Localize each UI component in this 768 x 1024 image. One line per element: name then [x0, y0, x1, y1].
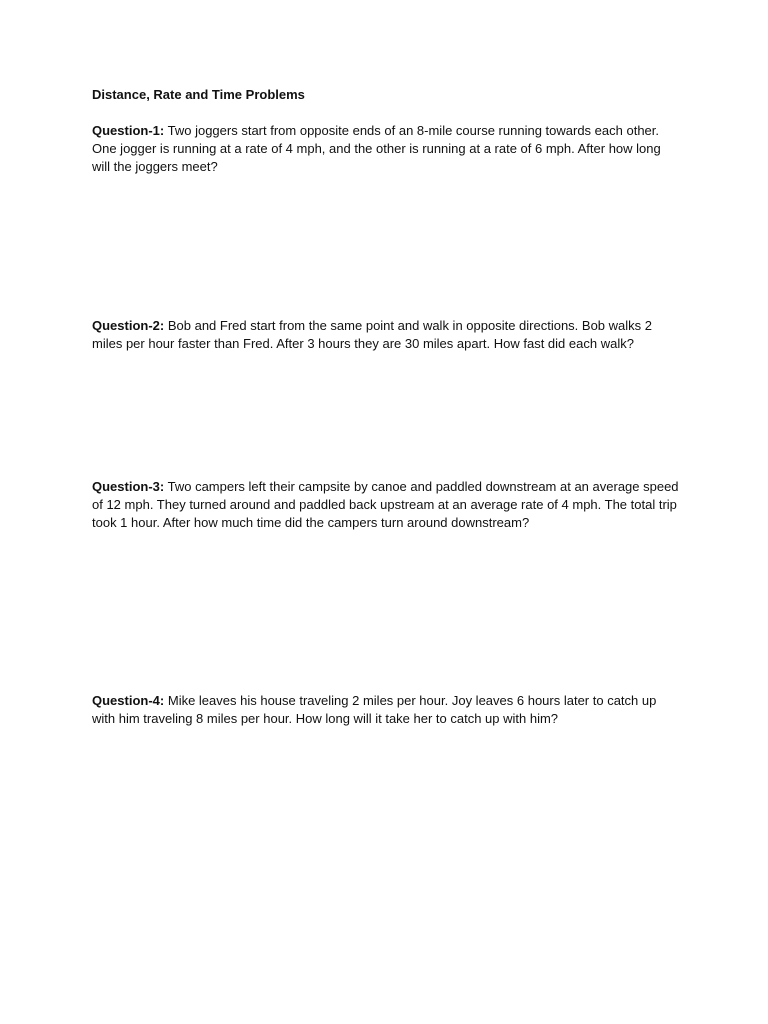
document-title: Distance, Rate and Time Problems — [92, 87, 305, 102]
question-2 — [92, 317, 682, 353]
question-1-text: Two joggers start from opposite ends of an 8-mile course running towards each other. One jogger is running at a rate of 4 mph, and the other is running at a rate of 6 mph. After how long will the joggers meet? — [92, 123, 661, 174]
question-2-label: Question-2: — [92, 318, 165, 333]
question-4-text: Mike leaves his house traveling 2 miles per hour. Joy leaves 6 hours later to catch up with him traveling 8 miles per hour. How long will it take her to catch up with him? — [92, 693, 657, 726]
question-1 — [92, 122, 682, 176]
question-4-label: Question-4: — [92, 693, 165, 708]
question-3-text: Two campers left their campsite by canoe and paddled downstream at an average speed of 12 mph. They turned around and paddled back upstream at an average rate of 4 mph. The total trip took 1 hour. After how much time did the campers turn around downstream? — [92, 479, 679, 530]
question-2-text: Bob and Fred start from the same point and walk in opposite directions. Bob walks 2 miles per hour faster than Fred. After 3 hours they are 30 miles apart. How fast did each walk? — [92, 318, 653, 351]
question-3-label: Question-3: — [92, 479, 165, 494]
question-4 — [92, 692, 682, 728]
question-1-label: Question-1: — [92, 123, 165, 138]
question-3 — [92, 478, 682, 532]
